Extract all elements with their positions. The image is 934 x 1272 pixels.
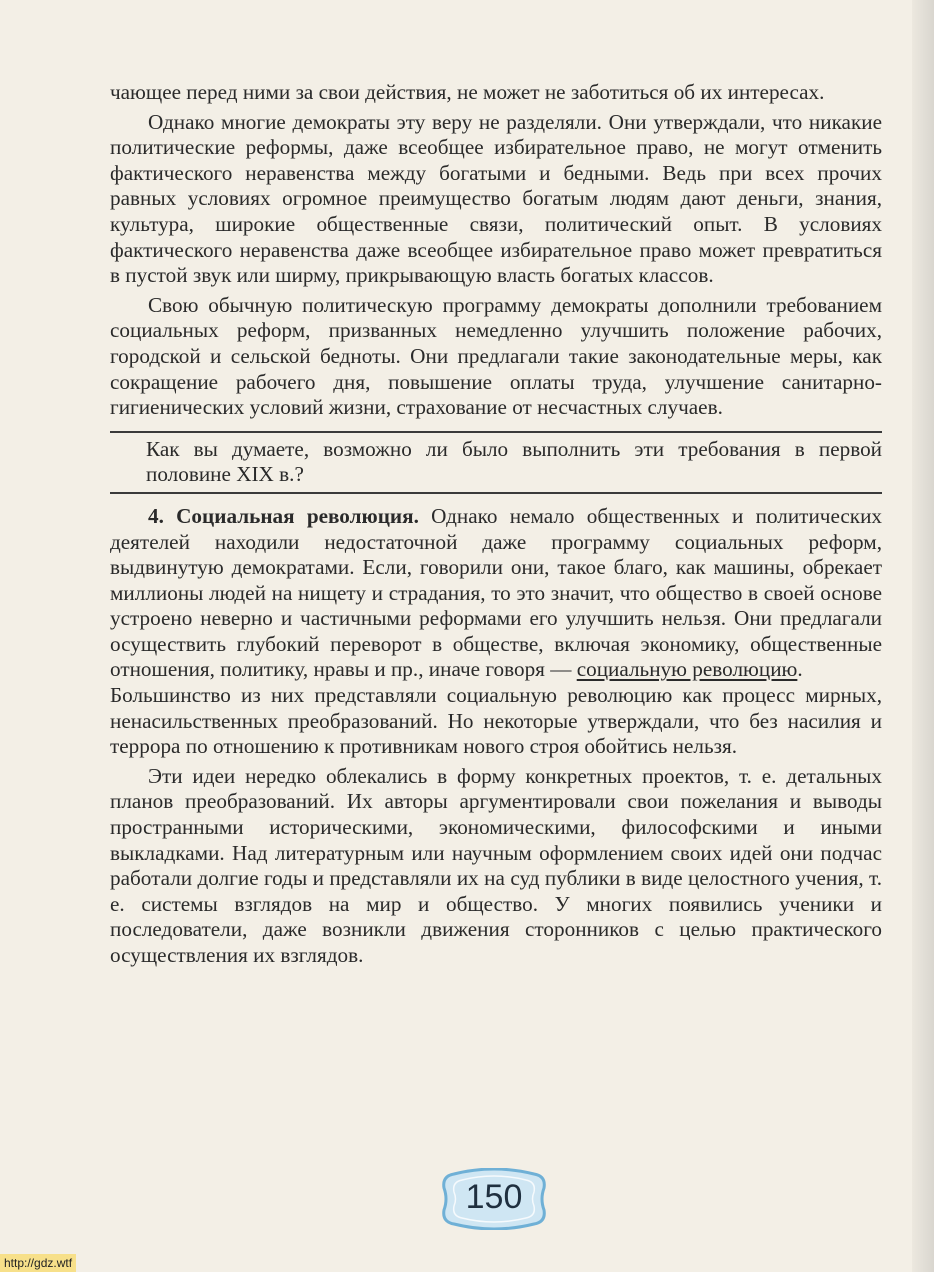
paragraph-continued: чающее перед ними за свои действия, не может не заботиться об их интересах. xyxy=(110,80,825,104)
paragraph: Большинство из них представляли социальную революцию как процесс мирных, ненасильственных преобразований. Но некоторые утверждали, что без насилия и террора по отношению к противникам нового строя обойтись нельзя. xyxy=(110,683,882,759)
section-heading: 4. Социальная революция. xyxy=(148,503,419,528)
paragraph: Однако многие демократы эту веру не разделяли. Они утверждали, что никакие политические реформы, даже всеобщее избирательное право, не могут отменить фактического неравенства между богатыми и бедными. Ведь при всех прочих равных условиях огромное преимущество богатым людям дают деньги, знания, культура, широкие общественные связи, политический опыт. В условиях фактического неравенства даже всеобщее избирательное право может превратиться в пустой звук или ширму, прикрывающую власть богатых классов. xyxy=(110,109,882,288)
question-text: Как вы думаете, возможно ли было выполнить эти требования в первой половине XIX в.? xyxy=(146,436,882,487)
page-number-badge xyxy=(440,1168,548,1230)
paragraph: Эти идеи нередко облекались в форму конкретных проектов, т. е. детальных планов преобразований. Их авторы аргументировали свои пожелания и выводы пространными историческими, экономическими, философскими и иными выкладками. Над литературным или научным оформлением своих идей они подчас работали долгие годы и представляли их на суд публики в виде целостного учения, т. е. системы взглядов на мир и общество. У многих появились ученики и последователи, даже возникли движения сторонников с целью практического осуществления их взглядов. xyxy=(110,763,882,967)
key-term-suffix: . xyxy=(797,657,803,682)
question-box xyxy=(110,431,882,494)
source-watermark-link[interactable]: http://gdz.wtf xyxy=(0,1254,76,1272)
page-number: 150 xyxy=(465,1178,523,1216)
paragraph: Свою обычную политическую программу демократы дополнили требованием социальных реформ, призванных немедленно улучшить положение рабочих, городской и сельской бедноты. Они предлагали такие законодательные меры, как сокращение рабочего дня, повышение оплаты труда, улучшение санитарно-гигиенических условий жизни, страхование от несчастных случаев. xyxy=(110,292,882,420)
section-paragraph xyxy=(110,504,882,683)
key-term: социальную революцию xyxy=(576,657,798,682)
section-text: Однако немало общественных и политических деятелей находили недостаточной даже программу социальных реформ, выдвинутую демократами. Если, говорили они, такое благо, как машины, обрекает миллионы людей на нищету и страдания, то это значит, что общество в своей основе устроено неверно и частичными реформами его улучшить нельзя. Они предлагали осуществить глубокий переворот в обществе, включая экономику, общественные отношения, политику, нравы и пр., иначе говоря — xyxy=(110,503,882,682)
page-edge-shadow xyxy=(912,0,934,1272)
page-text xyxy=(110,80,882,969)
